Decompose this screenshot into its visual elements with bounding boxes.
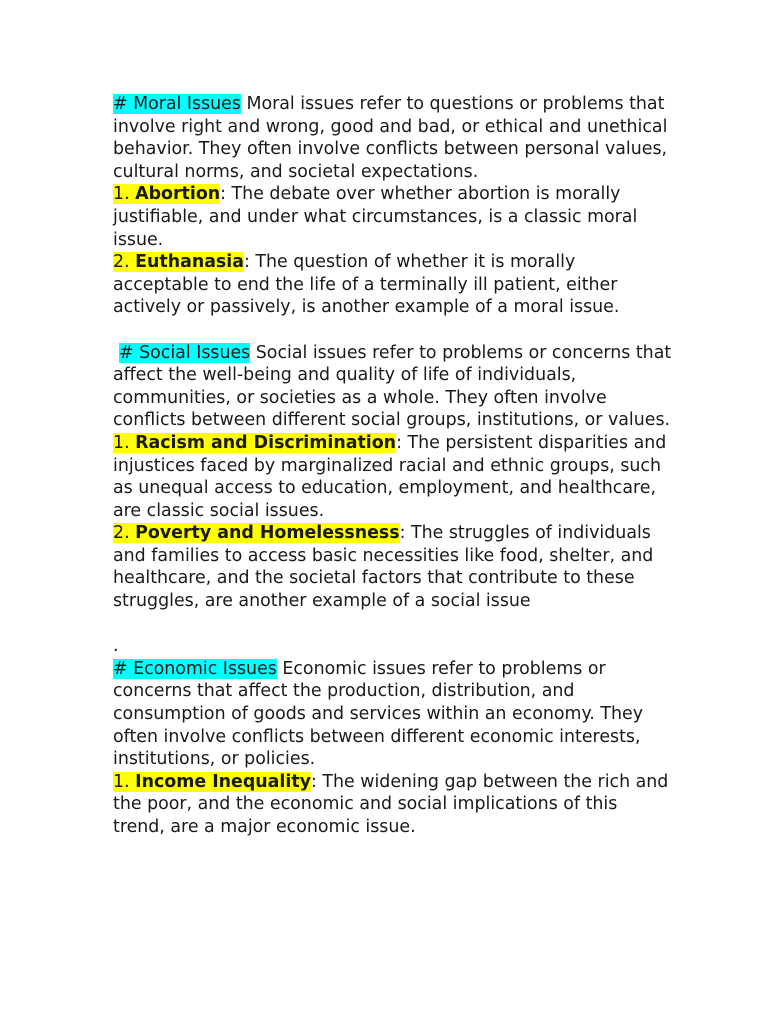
item-text: The persistent disparities and injustices faced by marginalized racial and ethnic groups, such as unequal access to education, employment, and healthcare, are classic social issues. (113, 432, 667, 521)
item-text: The widening gap between the rich and the poor, and the economic and social implications of this trend, are a major economic issue. (113, 771, 669, 837)
item-highlight (113, 772, 311, 792)
blank-line (113, 319, 673, 342)
item-term: Racism and Discrimination (135, 432, 397, 453)
social-issues-heading: # Social Issues (119, 342, 251, 363)
list-item (113, 251, 673, 319)
moral-issues-intro (113, 93, 673, 183)
item-term: Abortion (135, 184, 221, 205)
economic-issues-heading: # Economic Issues (113, 658, 277, 679)
list-item (113, 771, 673, 839)
item-number: 2. (113, 252, 136, 273)
item-text: The question of whether it is morally acceptable to end the life of a terminally ill patient, either actively or passively, is another example of a moral issue. (113, 252, 620, 318)
item-text: The debate over whether abortion is morally justifiable, and under what circumstances, is a classic moral issue. (113, 184, 638, 250)
item-term: Euthanasia (135, 252, 244, 273)
social-issues-intro-text: Social issues refer to problems or concerns that affect the well-being and quality of life of individuals, communities, or societies as a whole. They often involve conflicts between different social groups, institutions, or values. (113, 342, 672, 431)
item-highlight (113, 433, 396, 453)
list-item (113, 183, 673, 251)
item-number: 1. (113, 771, 136, 792)
item-colon: : (310, 771, 317, 792)
list-item (113, 522, 673, 612)
item-number: 1. (113, 184, 136, 205)
item-number: 1. (113, 432, 136, 453)
item-number: 2. (113, 523, 136, 544)
item-colon: : (399, 523, 406, 544)
economic-issues-intro-text: Economic issues refer to problems or concerns that affect the production, distribution, and consumption of goods and services within an economy. They often involve conflicts between different economic interests, institutions, or policies. (113, 658, 643, 770)
blank-line (113, 613, 673, 636)
item-term: Poverty and Homelessness (135, 523, 400, 544)
item-highlight (113, 184, 220, 204)
item-term: Income Inequality (135, 771, 311, 792)
social-issues-intro (113, 342, 673, 432)
item-highlight (113, 523, 400, 543)
document-page (113, 93, 673, 839)
item-colon: : (396, 432, 402, 453)
item-highlight (113, 252, 244, 272)
item-colon: : (220, 184, 227, 205)
item-colon: : (243, 252, 250, 273)
item-text: The struggles of individuals and families to access basic necessities like food, shelter, and healthcare, and the societal factors that contribute to these struggles, are another example of a social issue (113, 523, 654, 612)
economic-issues-intro (113, 658, 673, 771)
separator-dot: . (113, 636, 119, 657)
moral-issues-intro-text: Moral issues refer to questions or problems that involve right and wrong, good and bad, or ethical and unethical behavior. They often involve conflicts between personal values, cultural norms, and societal expectations. (113, 94, 668, 182)
moral-issues-heading: # Moral Issues (113, 94, 241, 114)
list-item (113, 432, 673, 522)
